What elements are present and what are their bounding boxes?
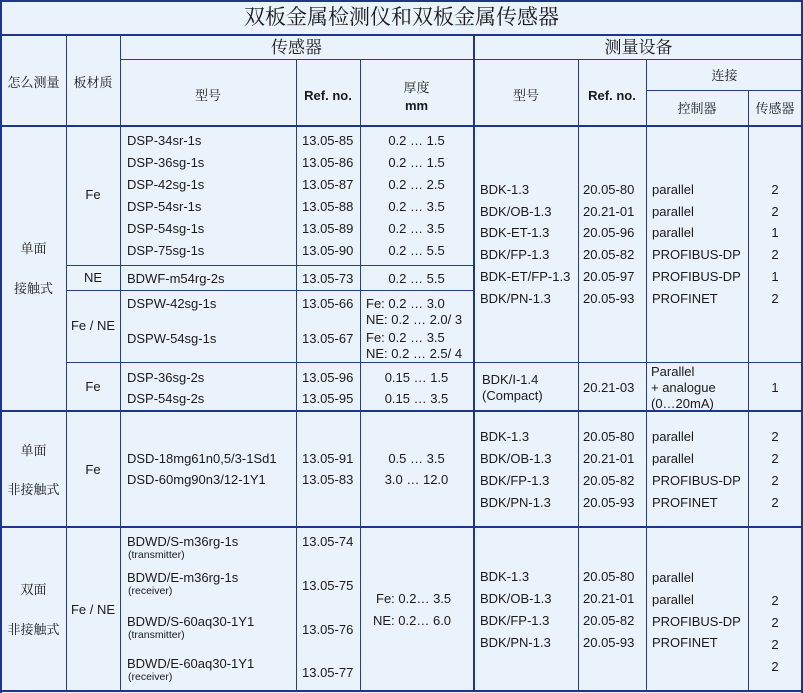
device-controller: PROFIBUS-DP — [652, 473, 741, 488]
method-label: 非接触式 — [7, 622, 60, 637]
sensor-thickness: 0.2 … 5.5 — [388, 243, 445, 258]
sensor-thickness: 0.2 … 1.5 — [388, 155, 445, 170]
sensor-model: DSP-36sg-1s — [127, 155, 205, 170]
device-ref: 20.05-80 — [583, 182, 635, 197]
sensor-thickness: NE: 0.2 … 2.0/ 3 — [366, 312, 463, 327]
sensor-model: BDWD/E-60aq30-1Y1 — [127, 656, 255, 671]
sensor-thickness: 0.2 … 3.5 — [388, 221, 445, 236]
device-controller: (0…20mA) — [651, 396, 714, 411]
col-line-ref — [296, 60, 297, 692]
sensor-thickness: NE: 0.2 … 2.5/ 4 — [366, 346, 463, 361]
sensor-role-note: (transmitter) — [128, 549, 185, 561]
sensor-model: DSD-60mg90n3/12-1Y1 — [127, 472, 266, 487]
device-model-note: (Compact) — [482, 388, 543, 403]
sensor-ref: 13.05-77 — [302, 665, 354, 680]
sensor-thickness: Fe: 0.2 … 3.0 — [366, 296, 445, 311]
device-sensors: 2 — [771, 204, 779, 219]
device-ref: 20.05-82 — [583, 247, 635, 262]
device-sensors: 2 — [771, 291, 779, 306]
sensor-ref: 13.05-73 — [302, 271, 354, 286]
sensor-thickness: 0.2 … 3.5 — [388, 199, 445, 214]
sensor-model: DSP-54sg-2s — [127, 391, 205, 406]
header-sensor-count: 传感器 — [755, 101, 795, 116]
material-label: NE — [83, 270, 103, 285]
header-device-ref: Ref. no. — [588, 88, 636, 103]
device-controller: parallel — [652, 225, 694, 240]
device-model: BDK/FP-1.3 — [480, 613, 550, 628]
header-model: 型号 — [194, 88, 221, 103]
sensor-model: DSP-75sg-1s — [127, 243, 205, 258]
device-sensors: 2 — [771, 247, 779, 262]
header-connection: 连接 — [711, 68, 738, 83]
sensor-role-note: (receiver) — [128, 671, 173, 683]
sensor-model: DSP-54sg-1s — [127, 221, 205, 236]
device-sensors: 1 — [771, 225, 779, 240]
header-thickness: 厚度 — [403, 80, 430, 95]
device-controller: parallel — [652, 451, 694, 466]
sensor-thickness: 3.0 … 12.0 — [384, 472, 449, 487]
sensor-thickness: 0.2 … 5.5 — [388, 271, 445, 286]
sensor-model: DSPW-42sg-1s — [127, 296, 217, 311]
device-model: BDK/FP-1.3 — [480, 473, 550, 488]
header-material: 板材质 — [73, 75, 113, 90]
device-model: BDK-1.3 — [480, 182, 530, 197]
header-thickness-unit: mm — [404, 98, 429, 113]
border-top — [0, 0, 803, 2]
sensor-model: BDWF-m54rg-2s — [127, 271, 225, 286]
col-line-model — [120, 35, 121, 692]
header-sensor-group: 传感器 — [271, 38, 322, 57]
sensor-thickness: NE: 0.2… 6.0 — [373, 613, 452, 628]
sensor-role-note: (transmitter) — [128, 629, 185, 641]
header-ref: Ref. no. — [304, 88, 352, 103]
sensor-ref: 13.05-66 — [302, 296, 354, 311]
sensor-ref: 13.05-89 — [302, 221, 354, 236]
device-controller: parallel — [652, 592, 694, 607]
material-label: Fe / NE — [70, 602, 116, 617]
device-ref: 20.05-97 — [583, 269, 635, 284]
header-controller: 控制器 — [677, 101, 717, 116]
sensor-role-note: (receiver) — [128, 585, 173, 597]
device-sensors: 2 — [771, 637, 779, 652]
sensor-ref: 13.05-76 — [302, 622, 354, 637]
sensor-thickness: 0.5 … 3.5 — [388, 451, 445, 466]
sensor-thickness: 0.15 … 3.5 — [384, 391, 449, 406]
device-ref: 20.21-01 — [583, 451, 635, 466]
col-line-controller — [646, 60, 647, 692]
device-model: BDK-ET-1.3 — [480, 225, 550, 240]
sensor-model: DSP-36sg-2s — [127, 370, 205, 385]
device-model: BDK/OB-1.3 — [480, 204, 552, 219]
device-ref: 20.05-80 — [583, 569, 635, 584]
sensor-ref: 13.05-83 — [302, 472, 354, 487]
device-ref: 20.21-01 — [583, 591, 635, 606]
sensor-ref: 13.05-87 — [302, 177, 354, 192]
material-label: Fe — [85, 462, 101, 477]
device-controller: PROFIBUS-DP — [652, 247, 741, 262]
method-label: 单面 — [20, 241, 47, 256]
device-sensors: 1 — [771, 380, 779, 395]
sensor-thickness: 0.2 … 1.5 — [388, 133, 445, 148]
device-controller: Parallel — [651, 364, 695, 379]
sensor-ref: 13.05-75 — [302, 578, 354, 593]
device-model: BDK-1.3 — [480, 569, 530, 584]
device-ref: 20.21-01 — [583, 204, 635, 219]
col-line-device-ref — [578, 60, 579, 692]
row-divider-compact — [66, 362, 803, 363]
material-label: Fe — [85, 187, 101, 202]
connection-divider — [646, 90, 803, 91]
device-ref: 20.05-93 — [583, 495, 635, 510]
header-measure-group: 测量设备 — [604, 38, 673, 57]
device-controller: PROFINET — [652, 495, 718, 510]
sensor-thickness: 0.2 … 2.5 — [388, 177, 445, 192]
device-model: BDK/OB-1.3 — [480, 451, 552, 466]
device-sensors: 2 — [771, 182, 779, 197]
device-sensors: 2 — [771, 593, 779, 608]
device-model: BDK/I-1.4 — [482, 372, 539, 387]
sensor-ref: 13.05-88 — [302, 199, 354, 214]
sensor-ref: 13.05-74 — [302, 534, 354, 549]
sensor-thickness: Fe: 0.2 … 3.5 — [366, 330, 445, 345]
device-model: BDK-1.3 — [480, 429, 530, 444]
sensor-model: DSP-34sr-1s — [127, 133, 202, 148]
device-sensors: 2 — [771, 451, 779, 466]
device-ref: 20.05-80 — [583, 429, 635, 444]
sensor-ref: 13.05-86 — [302, 155, 354, 170]
method-label: 非接触式 — [7, 482, 60, 497]
device-ref: 20.05-82 — [583, 473, 635, 488]
device-model: BDK/PN-1.3 — [480, 291, 551, 306]
device-model: BDK/FP-1.3 — [480, 247, 550, 262]
sensor-model: DSD-18mg61n0,5/3-1Sd1 — [127, 451, 277, 466]
device-controller: parallel — [652, 429, 694, 444]
device-model: BDK/PN-1.3 — [480, 635, 551, 650]
sensor-model: DSPW-54sg-1s — [127, 331, 217, 346]
device-sensors: 2 — [771, 473, 779, 488]
sensor-model: DSP-54sr-1s — [127, 199, 202, 214]
device-controller: PROFIBUS-DP — [652, 614, 741, 629]
sensor-ref: 13.05-95 — [302, 391, 354, 406]
device-controller: parallel — [652, 204, 694, 219]
device-ref: 20.05-93 — [583, 635, 635, 650]
device-ref: 20.05-96 — [583, 225, 635, 240]
method-label: 接触式 — [13, 281, 53, 296]
col-line-material — [66, 35, 67, 692]
group-header-divider — [120, 59, 803, 60]
method-label: 单面 — [20, 443, 47, 458]
sensor-ref: 13.05-91 — [302, 451, 354, 466]
device-sensors: 2 — [771, 615, 779, 630]
sensor-thickness: 0.15 … 1.5 — [384, 370, 449, 385]
col-line-devices — [473, 35, 475, 692]
device-ref: 20.05-82 — [583, 613, 635, 628]
sensor-thickness: Fe: 0.2… 3.5 — [376, 591, 452, 606]
device-sensors: 1 — [771, 269, 779, 284]
device-controller: + analogue — [651, 380, 716, 395]
sensor-model: BDWD/S-60aq30-1Y1 — [127, 614, 255, 629]
device-ref: 20.05-93 — [583, 291, 635, 306]
material-label: Fe / NE — [70, 318, 116, 333]
sensor-ref: 13.05-90 — [302, 243, 354, 258]
row-divider-ne-top — [66, 265, 474, 266]
sensor-model: BDWD/S-m36rg-1s — [127, 534, 239, 549]
sensor-ref: 13.05-67 — [302, 331, 354, 346]
device-model: BDK/OB-1.3 — [480, 591, 552, 606]
device-sensors: 2 — [771, 659, 779, 674]
header-device-model: 型号 — [512, 88, 539, 103]
sensor-model: BDWD/E-m36rg-1s — [127, 570, 239, 585]
material-label: Fe — [85, 379, 101, 394]
sensor-ref: 13.05-85 — [302, 133, 354, 148]
header-method: 怎么测量 — [7, 75, 60, 90]
device-sensors: 2 — [771, 429, 779, 444]
device-model: BDK-ET/FP-1.3 — [480, 269, 571, 284]
device-ref: 20.21-03 — [583, 380, 635, 395]
method-label: 双面 — [20, 582, 47, 597]
device-controller: PROFINET — [652, 635, 718, 650]
sensor-ref: 13.05-96 — [302, 370, 354, 385]
device-sensors: 2 — [771, 495, 779, 510]
device-controller: parallel — [652, 570, 694, 585]
device-controller: PROFIBUS-DP — [652, 269, 741, 284]
row-divider-ne-bottom — [66, 290, 474, 291]
device-controller: PROFINET — [652, 291, 718, 306]
device-controller: parallel — [652, 182, 694, 197]
sensor-model: DSP-42sg-1s — [127, 177, 205, 192]
device-model: BDK/PN-1.3 — [480, 495, 551, 510]
page-title: 双板金属检测仪和双板金属传感器 — [244, 6, 559, 29]
